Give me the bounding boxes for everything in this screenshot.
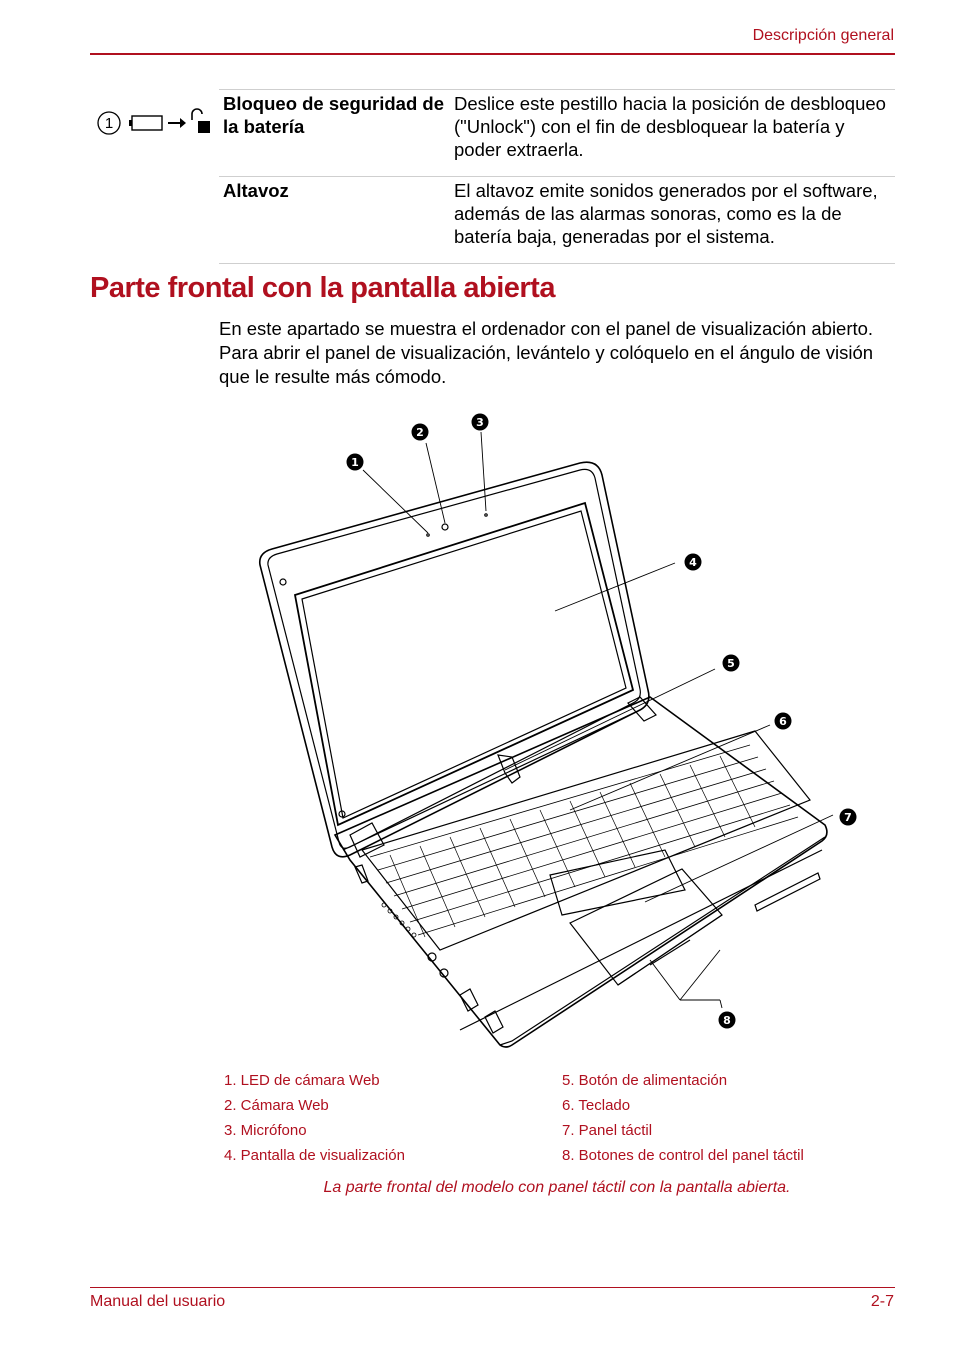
description-cell: El altavoz emite sonidos generados por el software, además de las alarmas sonoras, como es la de batería baja, generadas por el sistema. [454,180,878,247]
page-number: 2-7 [870,1293,894,1310]
legend-item: 1. LED de cámara Web [224,1072,380,1089]
legend-item: 5. Botón de alimentación [562,1072,728,1089]
description-cell: Deslice este pestillo hacia la posición de desbloqueo ("Unlock") con el fin de desbloquear la batería y poder extraerla. [454,93,886,160]
table-row [219,90,895,177]
running-header: Descripción general [752,27,894,44]
legend-item: 2. Cámara Web [224,1097,329,1114]
callout-number: 8 [723,1014,731,1027]
callout-number: 1 [351,456,359,469]
legend-item: 7. Panel táctil [562,1122,653,1139]
header-rule [90,53,895,55]
callout-number: 5 [727,657,735,670]
legend-item: 3. Micrófono [224,1122,307,1139]
term-cell: Altavoz [223,180,289,201]
footer-rule [90,1287,895,1288]
laptop-figure [250,405,870,1060]
laptop-illustration [260,462,827,1047]
legend-item: 4. Pantalla de visualización [224,1147,405,1164]
callout-number: 7 [844,811,852,824]
table-row [219,177,895,264]
callout-number: 6 [779,715,787,728]
svg-text:1: 1 [104,115,114,132]
legend-item: 6. Teclado [562,1097,631,1114]
battery-unlock-icon [96,108,216,138]
callout-number: 2 [416,426,424,439]
intro-paragraph: En este apartado se muestra el ordenador con el panel de visualización abierto. Para abrir el panel de visualización, levántelo y colóquelo en el ángulo de visión que le resulte más cómodo. [219,318,874,387]
callout-number: 4 [689,556,697,569]
legend-item: 8. Botones de control del panel táctil [562,1147,804,1164]
figure-caption: La parte frontal del modelo con panel táctil con la pantalla abierta. [323,1179,791,1196]
term-cell: Bloqueo de seguridad de la batería [223,93,444,137]
section-title: Parte frontal con la pantalla abierta [90,272,555,304]
feature-table [219,89,895,264]
callout-number: 3 [476,416,484,429]
footer-manual-title: Manual del usuario [90,1293,226,1310]
